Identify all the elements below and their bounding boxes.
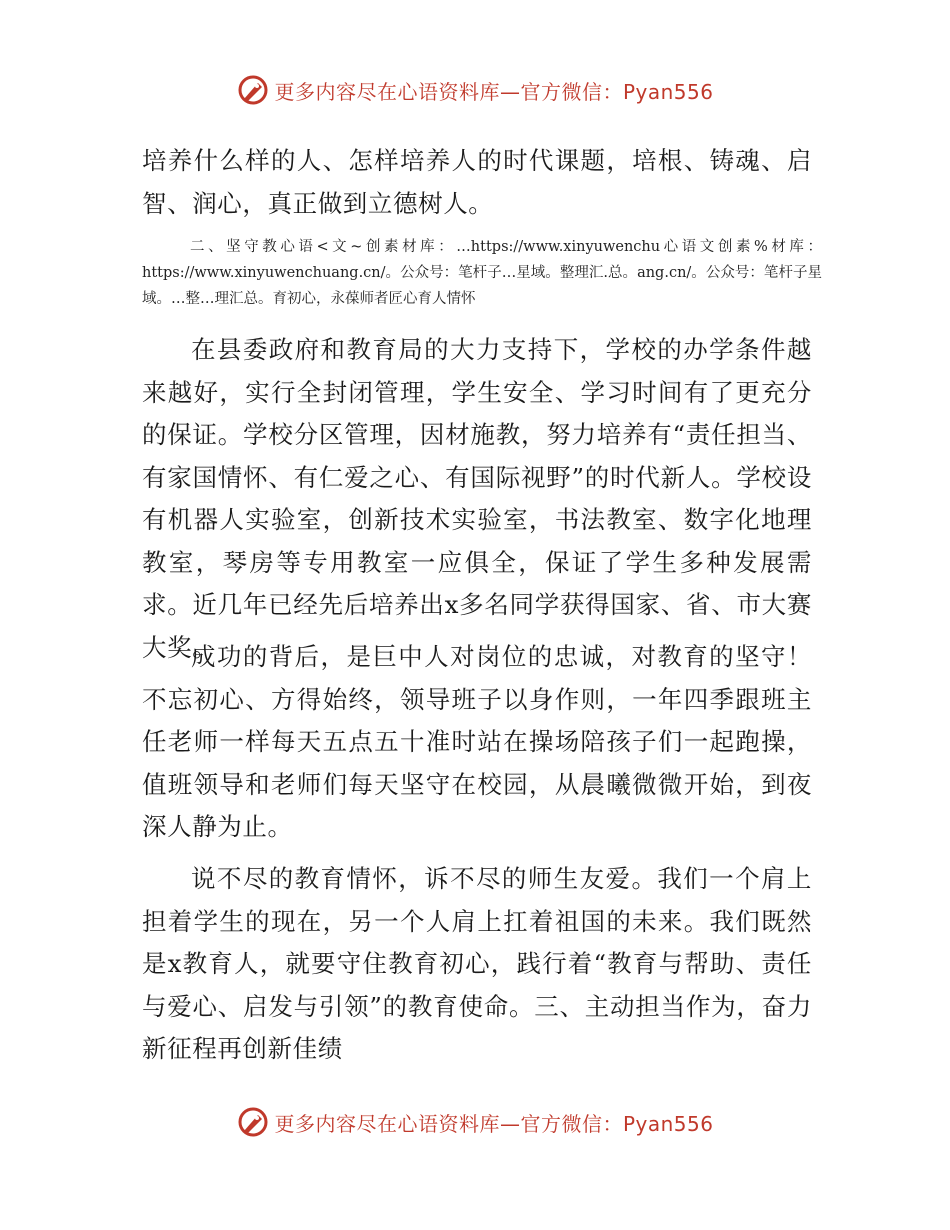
header-banner-text: 更多内容尽在心语资料库—官方微信：Pyan556 bbox=[274, 79, 714, 104]
footer-banner bbox=[0, 1102, 950, 1142]
header-banner bbox=[0, 70, 950, 110]
paragraph-2: 在县委政府和教育局的大力支持下，学校的办学条件越来越好，实行全封闭管理，学生安全、学习时间有了更充分的保证。学校分区管理，因材施教，努力培养有“责任担当、有家国情怀、有仁爱之心、有国际视野”的时代新人。学校设有机器人实验室，创新技术实验室，书法教室、数字化地理教室，琴房等专用教室一应俱全，保证了学生多种发展需求。近几年已经先后培养出x多名同学获得国家、省、市大赛大奖。 bbox=[142, 335, 812, 662]
pen-nib-logo-icon bbox=[236, 1105, 270, 1139]
pen-nib-logo-icon bbox=[236, 73, 270, 107]
inserted-note: 二、坚守教心语<文~创素材库：…https://www.xinyuwenchu心语文创素%材库：https://www.xinyuwenchuang.cn/。公众号：笔杆子…星域。整理汇.总。ang.cn/。公众号：笔杆子星域。…整…理汇总。育初心，永葆师者匠心育人情怀 bbox=[142, 239, 822, 307]
paragraph-1: 培养什么样的人、怎样培养人的时代课题，培根、铸魂、启智、润心，真正做到立德树人。 bbox=[142, 146, 812, 218]
footer-banner-text: 更多内容尽在心语资料库—官方微信：Pyan556 bbox=[274, 1111, 714, 1136]
paragraph-3: 成功的背后，是巨中人对岗位的忠诚，对教育的坚守！不忘初心、方得始终，领导班子以身作则，一年四季跟班主任老师一样每天五点五十准时站在操场陪孩子们一起跑操，值班领导和老师们每天坚守在校园，从晨曦微微开始，到夜深人静为止。 bbox=[142, 642, 812, 841]
paragraph-4: 说不尽的教育情怀，诉不尽的师生友爱。我们一个肩上担着学生的现在，另一个人肩上扛着祖国的未来。我们既然是x教育人，就要守住教育初心，践行着“教育与帮助、责任与爱心、启发与引领”的教育使命。三、主动担当作为，奋力新征程再创新佳绩 bbox=[142, 864, 812, 1063]
